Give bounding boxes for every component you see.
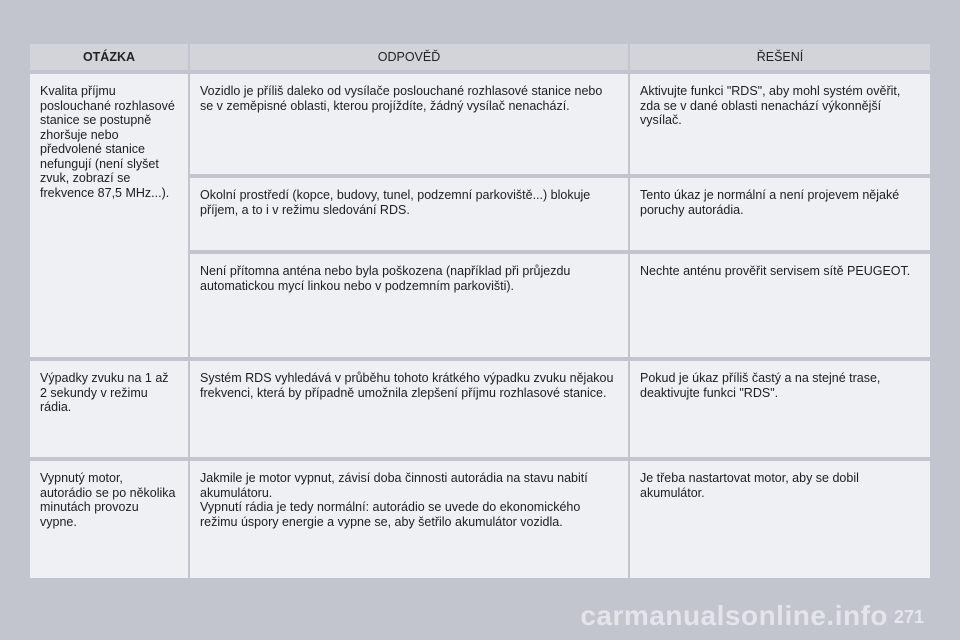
answer-cell-battery: Jakmile je motor vypnut, závisí doba činnosti autorádia na stavu nabití akumulátoru. Vypnutí rádia je tedy normální: autorádio se uvede do ekonomického režimu úspory energie a vypne se, aby šetřilo akumulátor vozidla. <box>190 461 628 578</box>
page-number: 271 <box>893 607 924 627</box>
header-question: OTÁZKA <box>30 44 188 70</box>
solution-cell-antenna-check: Nechte anténu prověřit servisem sítě PEUGEOT. <box>630 254 930 357</box>
answer-cell-environment: Okolní prostředí (kopce, budovy, tunel, podzemní parkoviště...) blokuje příjem, a to i v režimu sledování RDS. <box>190 178 628 250</box>
troubleshooting-table <box>30 44 930 610</box>
header-solution: ŘEŠENÍ <box>630 44 930 70</box>
answer-cell-distance: Vozidlo je příliš daleko od vysílače poslouchané rozhlasové stanice nebo se v zeměpisné oblasti, kterou projíždíte, žádný vysílač nenachází. <box>190 74 628 174</box>
solution-cell-normal: Tento úkaz je normální a není projevem nějaké poruchy autorádia. <box>630 178 930 250</box>
header-answer: ODPOVĚĎ <box>190 44 628 70</box>
question-cell-reception: Kvalita příjmu poslouchané rozhlasové stanice se postupně zhoršuje nebo předvolené stanice nefungují (není slyšet zvuk, zobrazí se frekvence 87,5 MHz...). <box>30 74 188 357</box>
question-cell-engine-off: Vypnutý motor, autorádio se po několika minutách provozu vypne. <box>30 461 188 578</box>
solution-cell-start-engine: Je třeba nastartovat motor, aby se dobil akumulátor. <box>630 461 930 578</box>
question-cell-dropouts: Výpadky zvuku na 1 až 2 sekundy v režimu rádia. <box>30 361 188 457</box>
solution-cell-deactivate-rds: Pokud je úkaz příliš častý a na stejné trase, deaktivujte funkci "RDS". <box>630 361 930 457</box>
watermark-text: carmanualsonline.info <box>580 600 888 631</box>
answer-cell-rds-search: Systém RDS vyhledává v průběhu tohoto krátkého výpadku zvuku nějakou frekvenci, která by případně umožnila zlepšení příjmu rozhlasové stanice. <box>190 361 628 457</box>
answer-cell-antenna: Není přítomna anténa nebo byla poškozena (například při průjezdu automatickou mycí linkou nebo v podzemním parkovišti). <box>190 254 628 357</box>
solution-cell-activate-rds: Aktivujte funkci "RDS", aby mohl systém ověřit, zda se v dané oblasti nenachází výkonnější vysílač. <box>630 74 930 174</box>
